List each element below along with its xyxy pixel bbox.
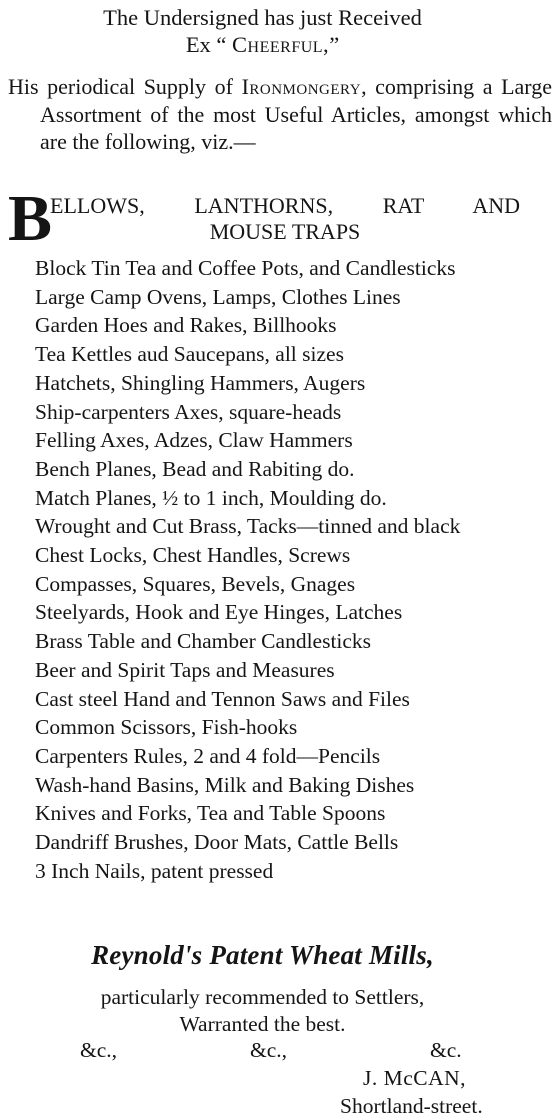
etc-mark-2: &c., bbox=[250, 1038, 288, 1062]
signature-street: Shortland-street. bbox=[340, 1094, 483, 1118]
intro-paragraph bbox=[8, 73, 552, 156]
header-ex-prefix: Ex “ bbox=[185, 32, 233, 57]
feature-title: Reynold's Patent Wheat Mills, bbox=[91, 940, 434, 970]
list-item: Chest Locks, Chest Handles, Screws bbox=[35, 543, 351, 568]
list-item: Ship-carpenters Axes, square-heads bbox=[35, 399, 342, 424]
header-ex-suffix: ” bbox=[329, 32, 340, 57]
header-received-text: The Undersigned has just Received bbox=[103, 5, 422, 30]
heading-line-2: MOUSE TRAPS bbox=[209, 219, 361, 244]
list-item: Tea Kettles aud Saucepans, all sizes bbox=[35, 342, 344, 367]
list-item: Common Scissors, Fish-hooks bbox=[35, 715, 298, 740]
list-item: Knives and Forks, Tea and Table Spoons bbox=[35, 801, 386, 826]
list-item: Large Camp Ovens, Lamps, Clothes Lines bbox=[35, 284, 401, 309]
list-item: Match Planes, ½ to 1 inch, Moulding do. bbox=[35, 485, 387, 510]
feature-warranty: Warranted the best. bbox=[179, 1012, 346, 1036]
list-item: Brass Table and Chamber Candlesticks bbox=[35, 629, 372, 654]
item-list bbox=[35, 254, 521, 885]
ship-name: Cheerful, bbox=[232, 32, 330, 57]
list-item: Hatchets, Shingling Hammers, Augers bbox=[35, 370, 366, 395]
list-item: Wrought and Cut Brass, Tacks—tinned and black bbox=[35, 514, 461, 539]
list-item: Carpenters Rules, 2 and 4 fold—Pencils bbox=[35, 743, 381, 768]
intro-suffix: , comprising a Large Assortment of the most Useful Articles, amongst which are the following, viz.— bbox=[40, 74, 552, 154]
feature-recommendation: particularly recommended to Settlers, bbox=[100, 985, 425, 1009]
list-item: Cast steel Hand and Tennon Saws and Files bbox=[35, 686, 410, 711]
list-item: Bench Planes, Bead and Rabiting do. bbox=[35, 456, 355, 481]
etc-mark-1: &c., bbox=[80, 1038, 118, 1062]
header-line-2 bbox=[0, 31, 525, 59]
list-item: Steelyards, Hook and Eye Hinges, Latches bbox=[35, 600, 403, 625]
list-item: Dandriff Brushes, Door Mats, Cattle Bells bbox=[35, 830, 399, 855]
list-item: Beer and Spirit Taps and Measures bbox=[35, 657, 335, 682]
list-item: Garden Hoes and Rakes, Billhooks bbox=[35, 313, 337, 338]
list-item: Wash-hand Basins, Milk and Baking Dishes bbox=[35, 772, 415, 797]
list-item: Block Tin Tea and Coffee Pots, and Candlesticks bbox=[35, 256, 456, 280]
etc-mark-3: &c. bbox=[430, 1038, 462, 1062]
intro-prefix: His periodical Supply of bbox=[8, 74, 242, 99]
signature-name: J. McCAN, bbox=[363, 1066, 467, 1090]
header-line-1 bbox=[0, 4, 525, 32]
heading-line-1: ELLOWS, LANTHORNS, RAT AND bbox=[50, 193, 520, 218]
drop-cap: B bbox=[8, 182, 52, 255]
list-item: 3 Inch Nails, patent pressed bbox=[35, 858, 274, 883]
intro-emphasis: Ironmongery bbox=[241, 74, 362, 99]
list-item: Compasses, Squares, Bevels, Gnages bbox=[35, 571, 356, 596]
list-item: Felling Axes, Adzes, Claw Hammers bbox=[35, 428, 353, 453]
